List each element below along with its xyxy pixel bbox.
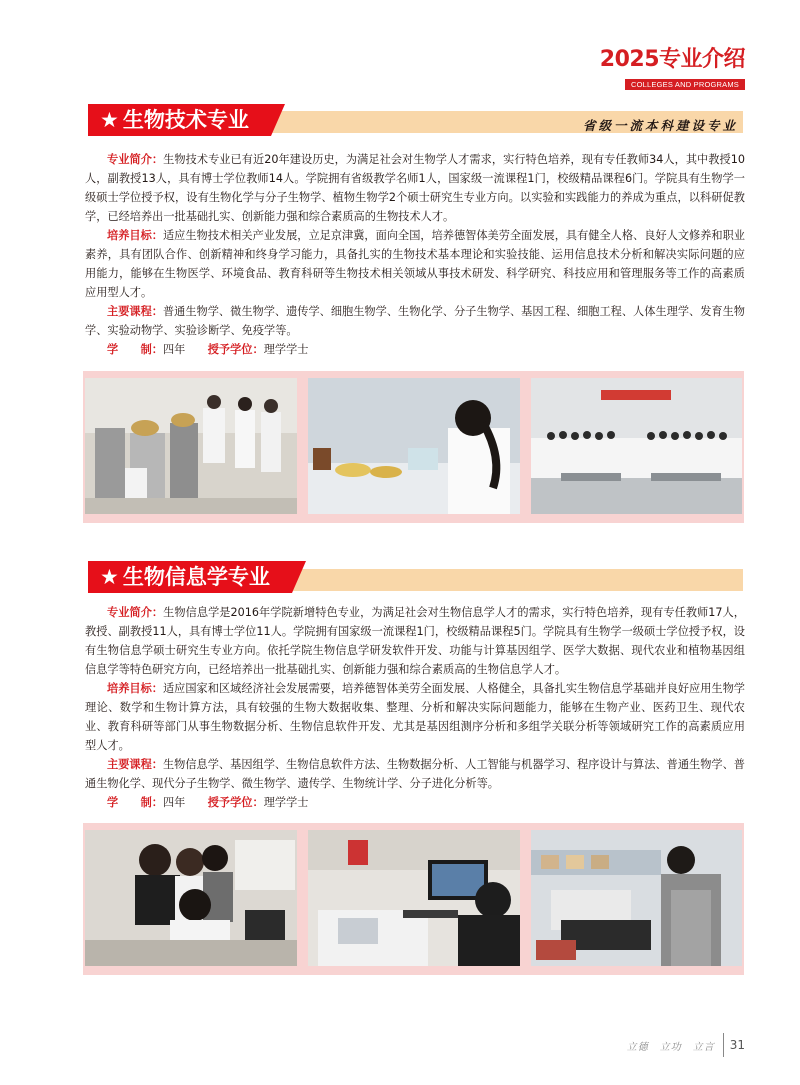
meta-line: 学 制：四年 授予学位：理学学士 xyxy=(107,343,309,356)
courses-paragraph: 主要课程：普通生物学、微生物学、遗传学、细胞生物学、生物化学、分子生物学、基因工程、细胞工程、人体生理学、发育生物学、实验动物学、实验诊断学、免疫学等。 xyxy=(85,305,745,337)
courses-paragraph: 主要课程：生物信息学、基因组学、生物信息软件方法、生物数据分析、人工智能与机器学习、程序设计与算法、普通生物学、普通生物化学、现代分子生物学、微生物学、遗传学、生物统计学、分子进化分析等。 xyxy=(85,758,745,790)
footer-divider xyxy=(723,1033,724,1057)
section-title-biotech: ★ 生物技术专业 xyxy=(88,104,271,136)
sequencing-lab-photo xyxy=(531,830,742,966)
computer-lab-photo xyxy=(85,830,297,966)
honor-label: 省级一流本科建设专业 xyxy=(582,118,738,133)
brand-subtitle: COLLEGES AND PROGRAMS xyxy=(625,79,745,90)
photo-strip-biotech xyxy=(83,371,744,523)
lab-equipment-photo xyxy=(85,378,297,514)
star-icon: ★ xyxy=(100,565,119,589)
meta-line: 学 制：四年 授予学位：理学学士 xyxy=(107,796,309,809)
goal-paragraph: 培养目标：适应生物技术相关产业发展，立足京津冀，面向全国，培养德智体美劳全面发展，具有健全人格、良好人文修养和职业素养，具有团队合作、创新精神和终身学习能力，具备扎实的生物技术基本理论和实验技能、运用信息技术分析和解决实际问题的应用能力，能够在生物医学、环境食品、教育科研等生物技术相关领域从事技术研发、科学研究、科技应用和管理服务等工作的高素质应用型人才。 xyxy=(85,229,745,299)
footer-motto: 立德 立功 立言 xyxy=(626,1041,715,1053)
brand-title: 2025专业介绍 xyxy=(599,47,745,72)
lab-student-photo xyxy=(308,378,520,514)
section-title-bioinfo: ★ 生物信息学专业 xyxy=(88,561,292,593)
goal-paragraph: 培养目标：适应国家和区域经济社会发展需要，培养德智体美劳全面发展、人格健全，具备扎实生物信息学基础并良好应用生物学理论、数学和生物计算方法，具有较强的生物大数据收集、整理、分析和解决实际问题能力，能够在生物产业、医药卫生、现代农业、教育科研等部门从事生物数据分析、生物信息软件开发、尤其是基因组测序分析和多组学关联分析等领域研究工作的高素质应用型人才。 xyxy=(85,682,745,752)
section-text-biotech xyxy=(85,150,745,359)
brand-header xyxy=(600,48,745,91)
lab-class-photo xyxy=(531,378,742,514)
section-text-bioinfo xyxy=(85,603,745,812)
star-icon: ★ xyxy=(100,108,119,132)
page-footer xyxy=(627,1033,745,1057)
page-number: 31 xyxy=(729,1038,745,1052)
photo-strip-bioinfo xyxy=(83,823,744,975)
intro-paragraph: 专业简介：生物信息学是2016年学院新增特色专业，为满足社会对生物信息学人才的需求，实行特色培养，现有专任教师17人，教授、副教授11人，具有博士学位11人。学院拥有国家级一流课程1门，校级精品课程5门。学院具有生物学一级硕士学位授予权，设有生物信息学硕士研究生专业方向。依托学院生物信息学研发软件开发、功能与计算基因组学、医学大数据、现代农业和植物基因组信息学等特色研究方向，已经培养出一批基础扎实、创新能力强和综合素质高的生物信息学人才。 xyxy=(85,606,745,676)
intro-paragraph: 专业简介：生物技术专业已有近20年建设历史，为满足社会对生物学人才需求，实行特色培养，现有专任教师34人，其中教授10人，副教授13人，具有博士学位教师14人。学院拥有省级教学名师1人，国家级一流课程1门，校级精品课程6门。学院具有生物学一级硕士学位授予权，设有生物化学与分子生物学、植物生物学2个硕士研究生专业方向。以实验和实践能力的养成为重点，以科研促教学，已经培养出一批基础扎实、创新能力强和综合素质高的生物技术人才。 xyxy=(85,153,745,223)
data-analysis-photo xyxy=(308,830,520,966)
